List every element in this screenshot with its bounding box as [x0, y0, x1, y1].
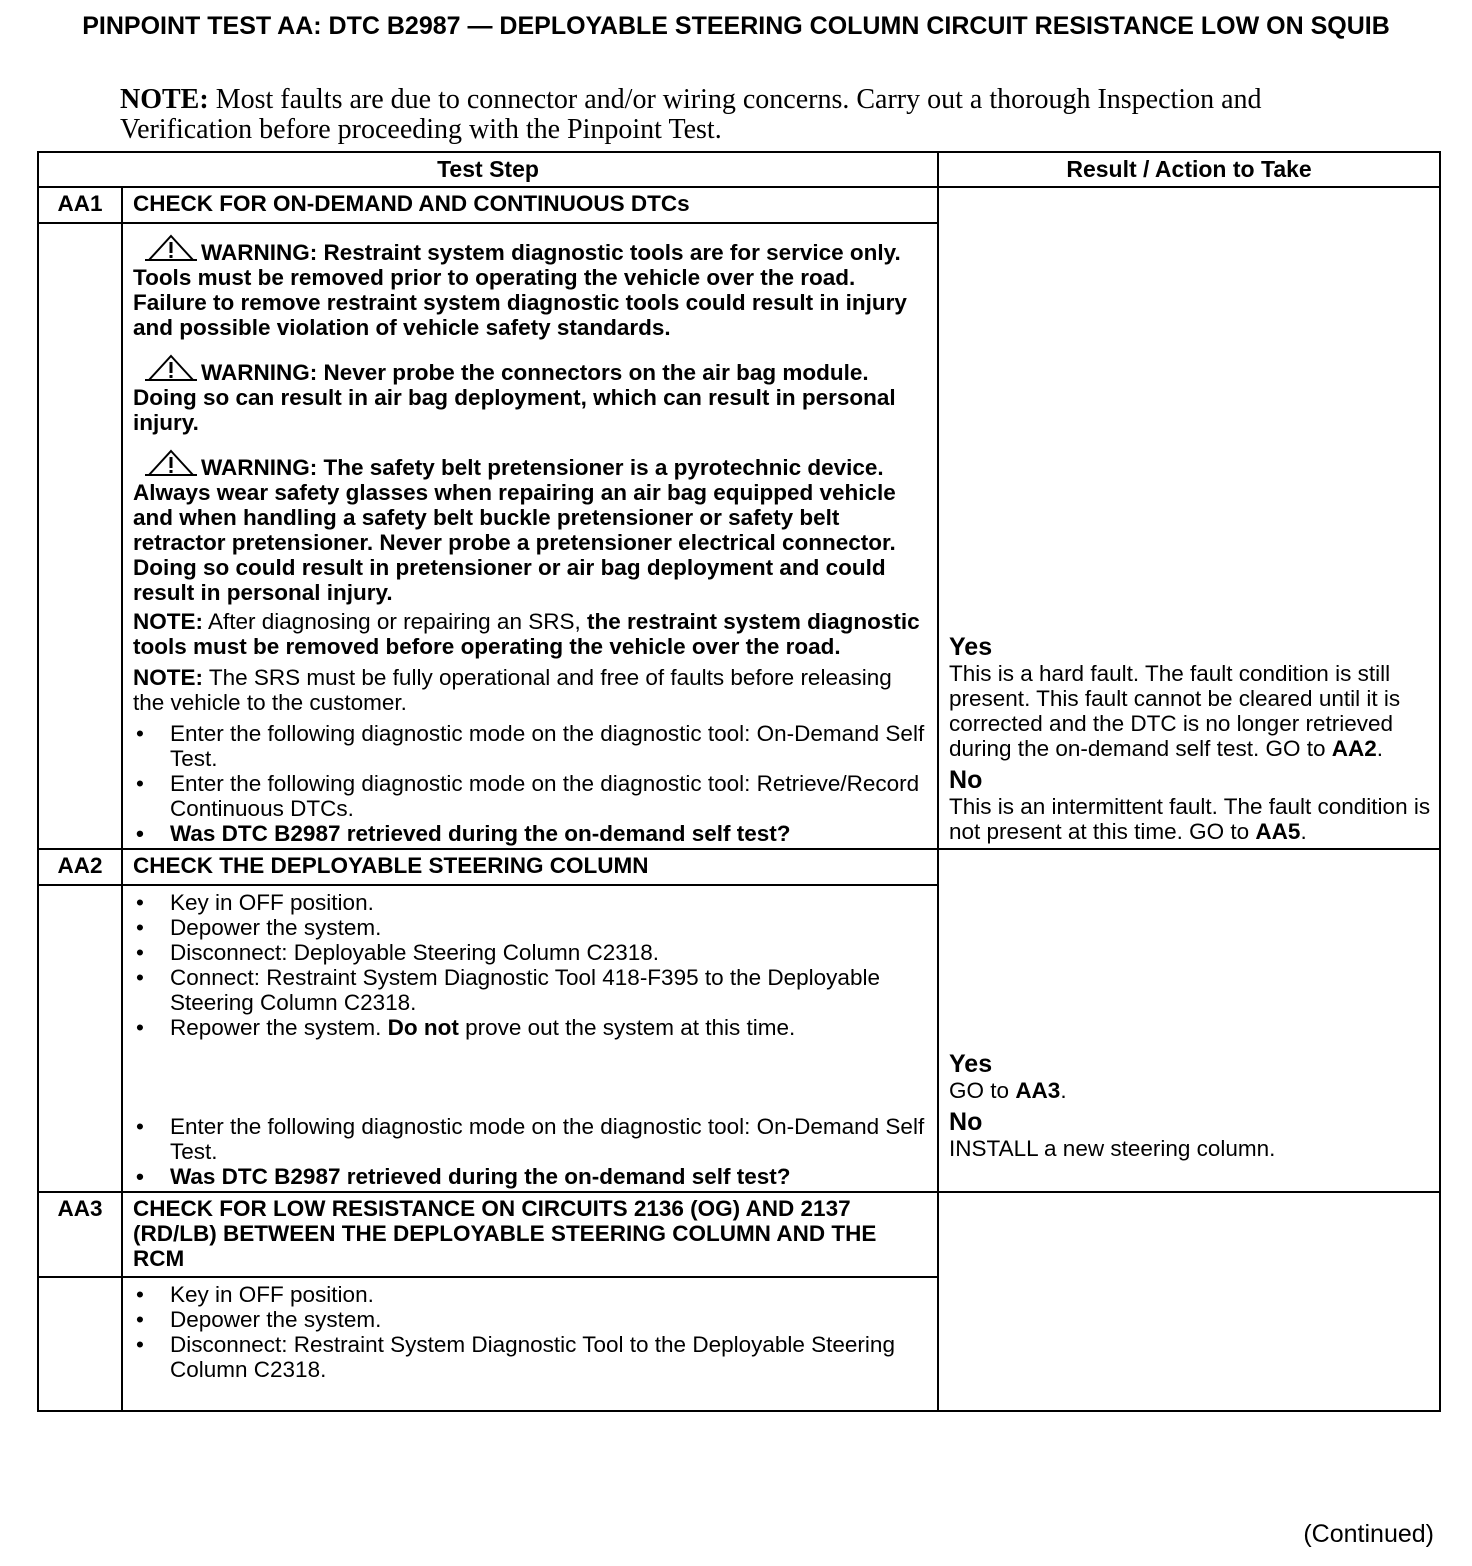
- warning-1-text: WARNING: Restraint system diagnostic tools are for service only. Tools must be removed prior to operating the vehicle over the road. Failure to remove restraint system diagnostic tools could result in injury and possible violation of vehicle safety standards.: [133, 240, 907, 340]
- list-item: • Depower the system.: [133, 1307, 927, 1332]
- step-title-aa2: CHECK THE DEPLOYABLE STEERING COLUMN: [122, 849, 938, 885]
- step-id-aa3: AA3: [38, 1192, 122, 1277]
- warning-triangle-icon: [143, 449, 201, 477]
- step-title-aa1: CHECK FOR ON-DEMAND AND CONTINUOUS DTCs: [122, 187, 938, 223]
- result-aa1-yes-text: This is a hard fault. The fault condition is still present. This fault cannot be cleared until it is corrected and the DTC is no longer retrieved during the on-demand self test. GO to AA2.: [949, 661, 1401, 761]
- goto-aa5-link: AA5: [1255, 819, 1301, 844]
- step-aa3-body: [122, 1277, 938, 1411]
- goto-aa2-link: AA2: [1331, 736, 1377, 761]
- step-id-aa2: AA2: [38, 849, 122, 885]
- continued-label: (Continued): [1303, 1520, 1434, 1548]
- step-aa2-id-spacer: [38, 885, 122, 1192]
- aa2-question: • Was DTC B2987 retrieved during the on-demand self test?: [133, 1164, 927, 1189]
- intro-note-label: NOTE:: [120, 84, 209, 115]
- warning-triangle-icon: [143, 234, 201, 262]
- step-aa1-body: [122, 223, 938, 849]
- aa2-bullets-after: [133, 1114, 927, 1189]
- list-item: • Key in OFF position.: [133, 890, 927, 915]
- list-item: • Repower the system. Do not prove out the system at this time.: [133, 1015, 927, 1040]
- list-item: • Depower the system.: [133, 915, 927, 940]
- note-1: NOTE: After diagnosing or repairing an SRS, the restraint system diagnostic tools must be removed before operating the vehicle over the road.: [133, 609, 920, 659]
- step-aa2-title-row: [38, 849, 1440, 885]
- result-aa1-no-text: This is an intermittent fault. The fault condition is not present at this time. GO to AA5.: [949, 794, 1431, 844]
- result-aa1-yes-label: Yes: [949, 633, 993, 661]
- aa1-bullets: [133, 721, 927, 846]
- result-aa2-no-label: No: [949, 1108, 983, 1136]
- step-aa2-body: [122, 885, 938, 1192]
- list-item: • Enter the following diagnostic mode on the diagnostic tool: On-Demand Self Test.: [133, 721, 927, 771]
- intro-note: [120, 85, 1270, 145]
- warning-2: [133, 354, 927, 435]
- header-test-step: Test Step: [38, 152, 938, 187]
- step-aa3-title-row: [38, 1192, 1440, 1277]
- page-title: PINPOINT TEST AA: DTC B2987 — DEPLOYABLE STEERING COLUMN CIRCUIT RESISTANCE LOW ON SQUIB: [82, 12, 1390, 40]
- step-title-aa3: CHECK FOR LOW RESISTANCE ON CIRCUITS 2136 (OG) AND 2137 (RD/LB) BETWEEN THE DEPLOYABLE STEERING COLUMN AND THE RCM: [122, 1192, 938, 1277]
- result-aa2: [938, 849, 1440, 1192]
- result-aa2-yes-text: GO to AA3.: [949, 1078, 1067, 1103]
- list-item: • Enter the following diagnostic mode on the diagnostic tool: Retrieve/Record Continuous DTCs.: [133, 771, 927, 821]
- warning-triangle-icon: [143, 354, 201, 382]
- step-aa1-title-row: [38, 187, 1440, 223]
- table-header-row: [38, 152, 1440, 187]
- warning-3-text: WARNING: The safety belt pretensioner is a pyrotechnic device. Always wear safety glasses when repairing an air bag equipped vehicle and when handling a safety belt buckle pretensioner or safety belt retractor pretensioner. Never probe a pretensioner electrical connector. Doing so could result in pretensioner or air bag deployment and could result in personal injury.: [133, 455, 896, 605]
- warning-3: [133, 449, 927, 605]
- step-id-aa1: AA1: [38, 187, 122, 223]
- intro-note-text: Most faults are due to connector and/or wiring concerns. Carry out a thorough Inspection and Verification before proceeding with the Pinpoint Test.: [120, 84, 1262, 145]
- warning-2-text: WARNING: Never probe the connectors on the air bag module. Doing so can result in air bag deployment, which can result in personal injury.: [133, 360, 896, 435]
- result-aa2-yes-label: Yes: [949, 1050, 993, 1078]
- step-aa3-id-spacer: [38, 1277, 122, 1411]
- result-aa2-no-text: INSTALL a new steering column.: [949, 1136, 1276, 1161]
- pinpoint-test-table: [37, 151, 1441, 1412]
- note-2: NOTE: The SRS must be fully operational and free of faults before releasing the vehicle to the customer.: [133, 665, 892, 715]
- aa2-spacer: [133, 1040, 927, 1114]
- warning-1: [133, 234, 927, 340]
- aa2-bullets: [133, 890, 927, 1040]
- step-aa1-id-spacer: [38, 223, 122, 849]
- header-result: Result / Action to Take: [938, 152, 1440, 187]
- list-item: • Key in OFF position.: [133, 1282, 927, 1307]
- list-item: • Disconnect: Restraint System Diagnostic Tool to the Deployable Steering Column C2318.: [133, 1332, 927, 1382]
- result-aa1: [938, 187, 1440, 849]
- result-aa1-no-label: No: [949, 766, 983, 794]
- goto-aa3-link: AA3: [1015, 1078, 1061, 1103]
- aa3-bullets: [133, 1282, 927, 1382]
- list-item: • Disconnect: Deployable Steering Column C2318.: [133, 940, 927, 965]
- aa1-question: • Was DTC B2987 retrieved during the on-demand self test?: [133, 821, 927, 846]
- list-item: • Enter the following diagnostic mode on the diagnostic tool: On-Demand Self Test.: [133, 1114, 927, 1164]
- result-aa3: [938, 1192, 1440, 1411]
- list-item: • Connect: Restraint System Diagnostic Tool 418-F395 to the Deployable Steering Column C2318.: [133, 965, 927, 1015]
